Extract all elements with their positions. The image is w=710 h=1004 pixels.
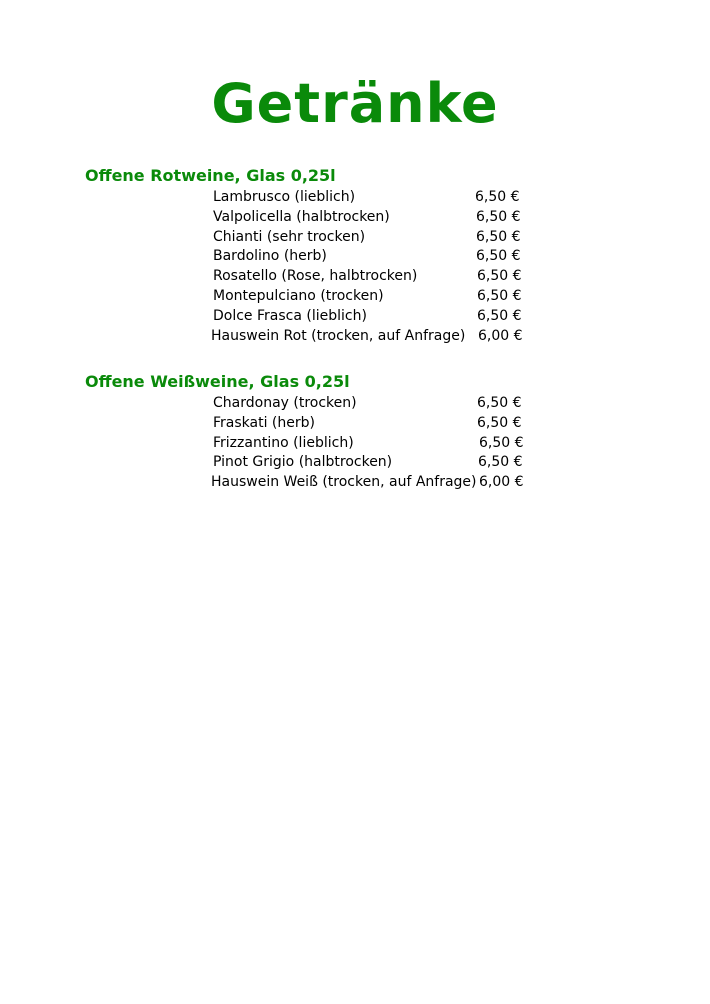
item-name: Bardolino (herb) [213, 248, 327, 265]
item-price: 6,00 € [479, 474, 524, 491]
menu-row [0, 228, 710, 248]
menu-row [0, 267, 710, 287]
item-name: Rosatello (Rose, halbtrocken) [213, 268, 418, 285]
item-price: 6,50 € [477, 287, 522, 304]
item-name: Pinot Grigio (halbtrocken) [213, 454, 393, 471]
menu-row [0, 287, 710, 307]
item-price: 6,50 € [477, 414, 522, 431]
menu-row [0, 188, 710, 208]
item-name: Fraskati (herb) [213, 414, 315, 431]
menu-row [0, 414, 710, 434]
item-price: 6,50 € [476, 248, 521, 265]
menu-row [0, 453, 710, 473]
item-price: 6,50 € [475, 189, 520, 205]
item-name: Chianti (sehr trocken) [213, 228, 366, 245]
menu-row [0, 247, 710, 267]
section-heading-white-wines: Offene Weißweine, Glas 0,25l [85, 372, 350, 391]
item-price: 6,50 € [477, 268, 522, 285]
menu-row [0, 394, 710, 414]
item-name: Hauswein Weiß (trocken, auf Anfrage) [211, 474, 477, 491]
red-wine-list [0, 188, 710, 346]
item-price: 6,50 € [477, 307, 522, 324]
page-title: Getränke [211, 72, 499, 135]
menu-row [0, 307, 710, 327]
menu-row [0, 327, 710, 347]
menu-row [0, 434, 710, 454]
item-price: 6,50 € [476, 208, 521, 225]
white-wine-list [0, 394, 710, 493]
menu-row [0, 208, 710, 228]
item-price: 6,50 € [478, 454, 523, 471]
item-price: 6,50 € [479, 434, 524, 451]
item-price: 6,50 € [476, 228, 521, 245]
item-name: Dolce Frasca (lieblich) [213, 307, 367, 324]
item-price: 6,00 € [478, 327, 523, 344]
item-name: Lambrusco (lieblich) [213, 189, 356, 205]
menu-row [0, 473, 710, 493]
item-name: Chardonay (trocken) [213, 395, 357, 411]
section-heading-red-wines: Offene Rotweine, Glas 0,25l [85, 166, 336, 185]
item-name: Valpolicella (halbtrocken) [213, 208, 390, 225]
item-name: Frizzantino (lieblich) [213, 434, 354, 451]
item-price: 6,50 € [477, 395, 522, 411]
item-name: Montepulciano (trocken) [213, 287, 384, 304]
item-name: Hauswein Rot (trocken, auf Anfrage) [211, 327, 466, 344]
